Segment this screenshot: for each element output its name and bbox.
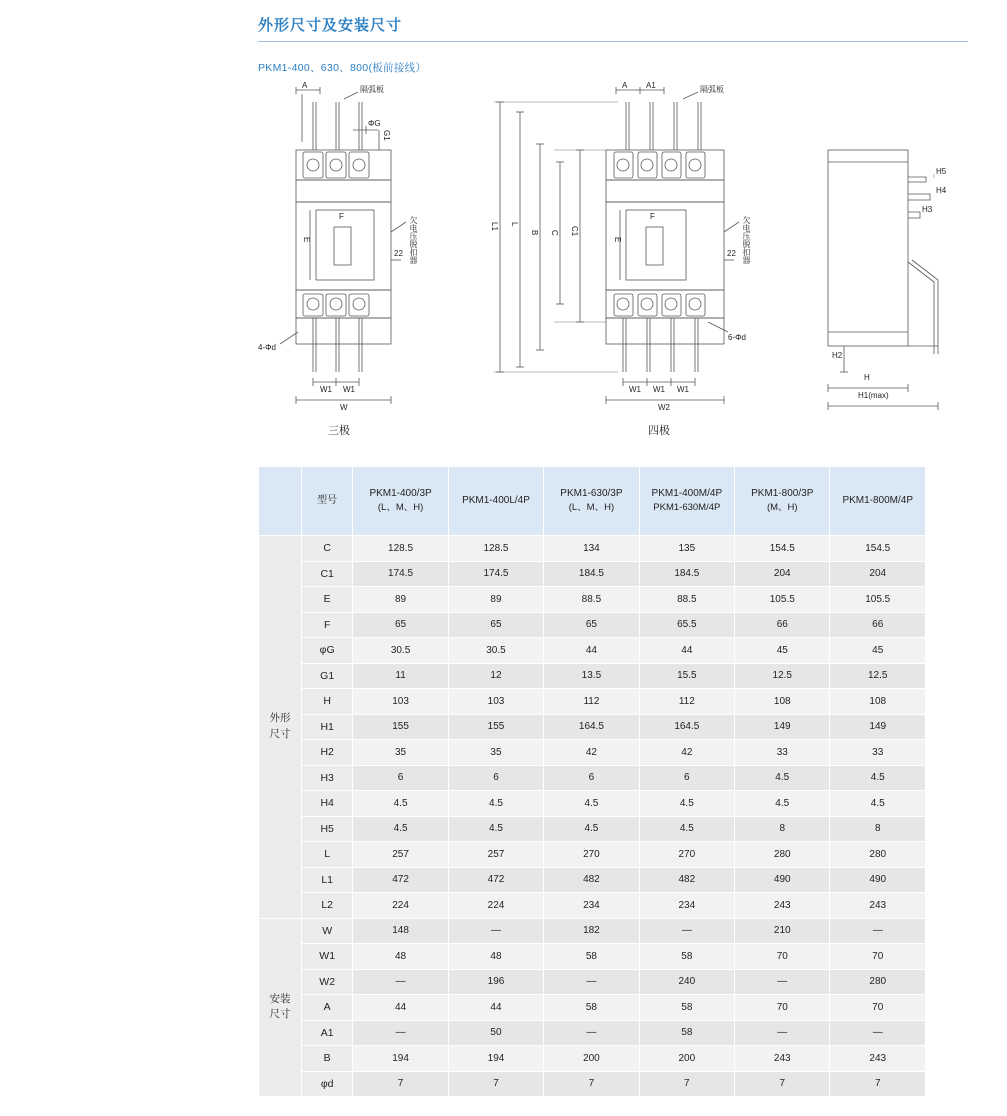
- label-mid-arc-plate: 隔弧板: [700, 85, 724, 94]
- cell-value: 280: [735, 842, 830, 868]
- section-subtitle: PKM1-400、630、800(板前接线）: [258, 62, 427, 74]
- cell-value: 45: [830, 638, 926, 664]
- label-mid-W2: W2: [658, 403, 670, 412]
- cell-value: 194: [448, 1046, 543, 1072]
- cell-value: 11: [353, 663, 448, 689]
- table-row: [259, 842, 926, 868]
- header-col-5-line1: PKM1-800/3P: [751, 487, 814, 499]
- row-label: H2: [301, 740, 352, 766]
- cell-value: 270: [544, 842, 639, 868]
- label-mid-A: A: [622, 81, 628, 90]
- cell-value: 482: [544, 867, 639, 893]
- dimensions-table: [258, 466, 926, 1097]
- cell-value: 44: [448, 995, 543, 1021]
- cell-value: 33: [830, 740, 926, 766]
- cell-value: 240: [639, 969, 734, 995]
- row-label: H5: [301, 816, 352, 842]
- group-label-mounting-line2: 尺寸: [269, 1008, 291, 1021]
- cell-value: 4.5: [735, 791, 830, 817]
- page-title: 外形尺寸及安装尺寸: [258, 17, 403, 34]
- caption-four-pole: 四极: [648, 425, 670, 437]
- cell-value: 149: [735, 714, 830, 740]
- table-row: [259, 893, 926, 919]
- cell-value: 154.5: [830, 536, 926, 562]
- cell-value: 4.5: [639, 791, 734, 817]
- table-row: [259, 536, 926, 562]
- row-label: W: [301, 918, 352, 944]
- cell-value: 4.5: [639, 816, 734, 842]
- cell-value: —: [735, 1020, 830, 1046]
- group-label-outline-line2: 尺寸: [269, 727, 291, 740]
- cell-value: 66: [830, 612, 926, 638]
- cell-value: 196: [448, 969, 543, 995]
- cell-value: 270: [639, 842, 734, 868]
- header-group-blank: [259, 467, 302, 536]
- cell-value: 184.5: [639, 561, 734, 587]
- label-right-H: H: [864, 373, 870, 382]
- cell-value: 128.5: [353, 536, 448, 562]
- cell-value: 6: [544, 765, 639, 791]
- cell-value: 44: [639, 638, 734, 664]
- row-label: C1: [301, 561, 352, 587]
- row-label: H3: [301, 765, 352, 791]
- header-col-4-line2: PKM1-630M/4P: [653, 502, 721, 514]
- cell-value: —: [544, 1020, 639, 1046]
- table-row: [259, 689, 926, 715]
- cell-value: 89: [448, 587, 543, 613]
- cell-value: 490: [830, 867, 926, 893]
- cell-value: 490: [735, 867, 830, 893]
- cell-value: 7: [735, 1071, 830, 1097]
- cell-value: 257: [448, 842, 543, 868]
- row-label: L1: [301, 867, 352, 893]
- section-header: [258, 14, 968, 42]
- table-row: [259, 612, 926, 638]
- label-mid-L: L: [510, 222, 519, 227]
- cell-value: 4.5: [735, 765, 830, 791]
- dimension-drawings: [258, 82, 978, 452]
- cell-value: 7: [544, 1071, 639, 1097]
- table-row: [259, 791, 926, 817]
- header-col-5: [735, 467, 830, 536]
- label-left-mounting-holes: 4-Φd: [258, 343, 276, 352]
- row-label: G1: [301, 663, 352, 689]
- row-label: L: [301, 842, 352, 868]
- cell-value: 15.5: [639, 663, 734, 689]
- cell-value: 482: [639, 867, 734, 893]
- cell-value: 44: [353, 995, 448, 1021]
- row-label: A1: [301, 1020, 352, 1046]
- cell-value: 108: [830, 689, 926, 715]
- cell-value: 7: [830, 1071, 926, 1097]
- table-row: [259, 1046, 926, 1072]
- label-right-H5: H5: [936, 167, 947, 176]
- label-left-A: A: [302, 81, 308, 90]
- cell-value: 280: [830, 842, 926, 868]
- cell-value: 154.5: [735, 536, 830, 562]
- cell-value: —: [830, 1020, 926, 1046]
- cell-value: 70: [735, 995, 830, 1021]
- table-row: [259, 944, 926, 970]
- row-label: H4: [301, 791, 352, 817]
- row-label: H: [301, 689, 352, 715]
- cell-value: 30.5: [353, 638, 448, 664]
- table-body: [259, 536, 926, 1097]
- row-label: L2: [301, 893, 352, 919]
- cell-value: 164.5: [544, 714, 639, 740]
- label-mid-B: B: [530, 230, 539, 236]
- cell-value: 103: [353, 689, 448, 715]
- row-label: H1: [301, 714, 352, 740]
- cell-value: 66: [735, 612, 830, 638]
- header-col-2-line1: PKM1-400L/4P: [462, 494, 530, 506]
- cell-value: 257: [353, 842, 448, 868]
- row-label: W2: [301, 969, 352, 995]
- table-row: [259, 740, 926, 766]
- header-col-1-line1: PKM1-400/3P: [369, 487, 432, 499]
- cell-value: 472: [353, 867, 448, 893]
- cell-value: 164.5: [639, 714, 734, 740]
- table-row: [259, 638, 926, 664]
- cell-value: 7: [639, 1071, 734, 1097]
- cell-value: 135: [639, 536, 734, 562]
- cell-value: 13.5: [544, 663, 639, 689]
- cell-value: 243: [735, 1046, 830, 1072]
- cell-value: 155: [353, 714, 448, 740]
- label-mid-E: E: [613, 237, 622, 243]
- cell-value: 12.5: [830, 663, 926, 689]
- label-mid-22: 22: [727, 249, 736, 258]
- cell-value: —: [353, 969, 448, 995]
- cell-value: 58: [544, 944, 639, 970]
- cell-value: 89: [353, 587, 448, 613]
- cell-value: 65.5: [639, 612, 734, 638]
- label-left-22: 22: [394, 249, 403, 258]
- label-left-undervoltage-release: 欠电压脱扣器: [409, 216, 418, 264]
- table-row: [259, 561, 926, 587]
- cell-value: 472: [448, 867, 543, 893]
- table-row: [259, 765, 926, 791]
- header-divider: [258, 41, 968, 42]
- table-row: [259, 587, 926, 613]
- label-mid-mounting-holes: 6-Φd: [728, 333, 746, 342]
- header-col-4-line1: PKM1-400M/4P: [651, 487, 723, 499]
- cell-value: 70: [735, 944, 830, 970]
- cell-value: 105.5: [735, 587, 830, 613]
- cell-value: 33: [735, 740, 830, 766]
- label-mid-W1-c: W1: [677, 385, 689, 394]
- table-row: [259, 969, 926, 995]
- cell-value: 182: [544, 918, 639, 944]
- cell-value: 42: [544, 740, 639, 766]
- cell-value: 12: [448, 663, 543, 689]
- cell-value: 103: [448, 689, 543, 715]
- cell-value: 4.5: [544, 816, 639, 842]
- label-left-E: E: [302, 237, 311, 243]
- cell-value: 35: [353, 740, 448, 766]
- cell-value: 88.5: [639, 587, 734, 613]
- cell-value: 224: [353, 893, 448, 919]
- cell-value: 234: [639, 893, 734, 919]
- caption-three-pole: 三极: [328, 425, 350, 437]
- cell-value: 58: [639, 1020, 734, 1046]
- cell-value: 6: [448, 765, 543, 791]
- cell-value: 4.5: [353, 791, 448, 817]
- label-left-arc-plate: 隔弧板: [360, 85, 384, 94]
- cell-value: 210: [735, 918, 830, 944]
- row-label: φd: [301, 1071, 352, 1097]
- header-col-1-line2: (L、M、H): [377, 502, 424, 514]
- cell-value: 58: [544, 995, 639, 1021]
- header-col-3-line1: PKM1-630/3P: [560, 487, 623, 499]
- header-col-5-line2: (M、H): [766, 502, 798, 514]
- cell-value: —: [735, 969, 830, 995]
- header-col-3: [544, 467, 639, 536]
- cell-value: —: [639, 918, 734, 944]
- cell-value: 224: [448, 893, 543, 919]
- row-label: φG: [301, 638, 352, 664]
- cell-value: 4.5: [448, 791, 543, 817]
- cell-value: 234: [544, 893, 639, 919]
- header-col-1: [353, 467, 448, 536]
- cell-value: 155: [448, 714, 543, 740]
- table-header-row: [259, 467, 926, 536]
- label-left-phi-G: ΦG: [368, 119, 381, 128]
- cell-value: 70: [830, 944, 926, 970]
- label-mid-A1: A1: [646, 81, 656, 90]
- cell-value: 174.5: [353, 561, 448, 587]
- cell-value: 88.5: [544, 587, 639, 613]
- row-label: W1: [301, 944, 352, 970]
- label-mid-C1: C1: [570, 226, 579, 237]
- row-label: F: [301, 612, 352, 638]
- cell-value: 174.5: [448, 561, 543, 587]
- cell-value: —: [353, 1020, 448, 1046]
- group-label-mounting: [259, 918, 302, 1097]
- cell-value: 4.5: [353, 816, 448, 842]
- cell-value: 70: [830, 995, 926, 1021]
- row-label: A: [301, 995, 352, 1021]
- cell-value: 243: [735, 893, 830, 919]
- table-row: [259, 867, 926, 893]
- cell-value: 4.5: [544, 791, 639, 817]
- cell-value: 30.5: [448, 638, 543, 664]
- cell-value: 7: [448, 1071, 543, 1097]
- label-right-H4: H4: [936, 186, 947, 195]
- cell-value: 4.5: [830, 765, 926, 791]
- label-mid-F: F: [650, 212, 655, 221]
- cell-value: 65: [353, 612, 448, 638]
- cell-value: 112: [544, 689, 639, 715]
- label-left-W1-b: W1: [343, 385, 355, 394]
- label-left-W: W: [340, 403, 348, 412]
- cell-value: 200: [639, 1046, 734, 1072]
- label-mid-C: C: [550, 230, 559, 236]
- cell-value: 35: [448, 740, 543, 766]
- label-right-H2: H2: [832, 351, 843, 360]
- header-col-6: [830, 467, 926, 536]
- cell-value: 194: [353, 1046, 448, 1072]
- label-left-W1-a: W1: [320, 385, 332, 394]
- cell-value: —: [448, 918, 543, 944]
- row-label: B: [301, 1046, 352, 1072]
- table-row: [259, 816, 926, 842]
- cell-value: 243: [830, 893, 926, 919]
- cell-value: 8: [830, 816, 926, 842]
- cell-value: 200: [544, 1046, 639, 1072]
- cell-value: 204: [830, 561, 926, 587]
- table-row: [259, 1071, 926, 1097]
- label-right-H3: H3: [922, 205, 933, 214]
- cell-value: 108: [735, 689, 830, 715]
- cell-value: 48: [353, 944, 448, 970]
- header-col-3-line2: (L、M、H): [568, 502, 615, 514]
- cell-value: 134: [544, 536, 639, 562]
- cell-value: 4.5: [448, 816, 543, 842]
- header-col-2: [448, 467, 543, 536]
- cell-value: 112: [639, 689, 734, 715]
- cell-value: 42: [639, 740, 734, 766]
- cell-value: 12.5: [735, 663, 830, 689]
- cell-value: 280: [830, 969, 926, 995]
- label-mid-L1: L1: [490, 222, 499, 231]
- table-row: [259, 918, 926, 944]
- group-label-outline-line1: 外形: [269, 712, 291, 724]
- dimensions-table-wrap: [258, 466, 926, 1097]
- cell-value: 44: [544, 638, 639, 664]
- header-col-6-line1: PKM1-800M/4P: [842, 494, 914, 506]
- cell-value: 128.5: [448, 536, 543, 562]
- cell-value: 243: [830, 1046, 926, 1072]
- cell-value: 58: [639, 944, 734, 970]
- cell-value: 149: [830, 714, 926, 740]
- table-row: [259, 663, 926, 689]
- cell-value: 50: [448, 1020, 543, 1046]
- cell-value: 8: [735, 816, 830, 842]
- table-row: [259, 1020, 926, 1046]
- cell-value: 7: [353, 1071, 448, 1097]
- label-mid-W1-b: W1: [653, 385, 665, 394]
- label-right-H1-max: H1(max): [858, 391, 889, 400]
- label-left-G1: G1: [382, 130, 391, 141]
- header-model: 型号: [301, 467, 352, 536]
- group-label-outline: [259, 536, 302, 919]
- label-mid-W1-a: W1: [629, 385, 641, 394]
- table-row: [259, 714, 926, 740]
- table-row: [259, 995, 926, 1021]
- cell-value: 58: [639, 995, 734, 1021]
- cell-value: —: [544, 969, 639, 995]
- cell-value: 65: [544, 612, 639, 638]
- label-left-F: F: [339, 212, 344, 221]
- cell-value: 105.5: [830, 587, 926, 613]
- cell-value: 65: [448, 612, 543, 638]
- cell-value: 48: [448, 944, 543, 970]
- row-label: C: [301, 536, 352, 562]
- cell-value: 184.5: [544, 561, 639, 587]
- cell-value: 6: [639, 765, 734, 791]
- group-label-mounting-line1: 安装: [269, 992, 291, 1005]
- cell-value: 204: [735, 561, 830, 587]
- cell-value: 4.5: [830, 791, 926, 817]
- cell-value: 148: [353, 918, 448, 944]
- cell-value: 45: [735, 638, 830, 664]
- cell-value: 6: [353, 765, 448, 791]
- header-col-4: [639, 467, 734, 536]
- cell-value: —: [830, 918, 926, 944]
- label-mid-undervoltage-release: 欠电压脱扣器: [742, 216, 751, 264]
- row-label: E: [301, 587, 352, 613]
